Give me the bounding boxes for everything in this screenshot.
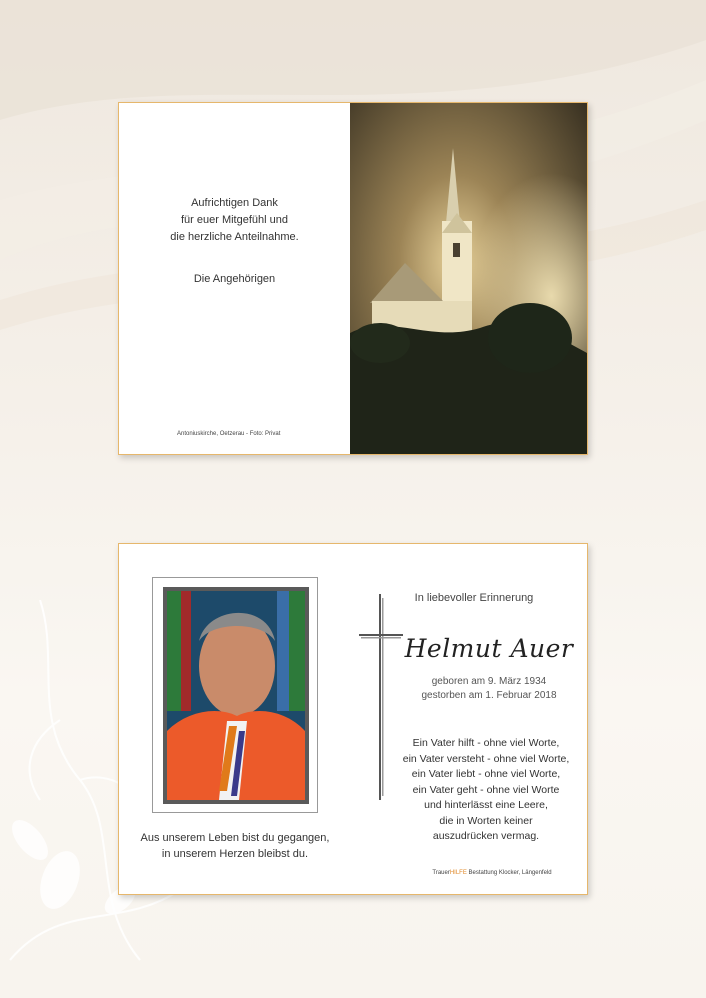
signoff: Die Angehörigen [193,273,276,285]
thanks-line: Aufrichtigen Dank [191,197,278,209]
memory-heading: In liebevoller Erinnerung [414,592,534,604]
undertaker-credit [397,870,587,876]
poem-line: ein Vater geht - ohne viel Worte [412,783,560,796]
death-date: gestorben am 1. Februar 2018 [421,690,557,701]
poem [381,736,591,845]
deceased-name: Helmut Auer [404,634,574,663]
portrait-frame [152,577,318,813]
thanks-line: die herzliche Anteilnahme. [170,231,299,243]
poem-line: die in Worten keiner [439,814,533,827]
caption [119,830,351,862]
undertaker-prefix: Trauer [432,870,450,876]
caption-line: Aus unserem Leben bist du gegangen, [140,832,330,844]
portrait-mat [163,587,309,804]
life-dates [394,675,584,703]
poem-line: Ein Vater hilft - ohne viel Worte, [412,737,560,749]
church-photo [350,103,587,454]
portrait-photo [167,591,305,800]
poem-line: auszudrücken vermag. [432,830,540,842]
caption-line: in unserem Herzen bleibst du. [161,848,309,860]
thanks-text [119,195,350,246]
undertaker-rest: Bestattung Klocker, Längenfeld [466,870,552,876]
thanks-line: für euer Mitgefühl und [180,214,288,226]
poem-line: ein Vater liebt - ohne viel Worte, [411,768,561,780]
poem-line: ein Vater versteht - ohne viel Worte, [402,752,570,765]
memorial-card [118,543,588,895]
photo-credit: Antoniuskirche, Oetzerau - Foto: Privat [177,431,281,437]
thank-you-card [118,102,588,455]
undertaker-brand: HILFE [449,870,467,876]
birth-date: geboren am 9. März 1934 [431,676,547,687]
poem-line: und hinterlässt eine Leere, [424,799,548,811]
